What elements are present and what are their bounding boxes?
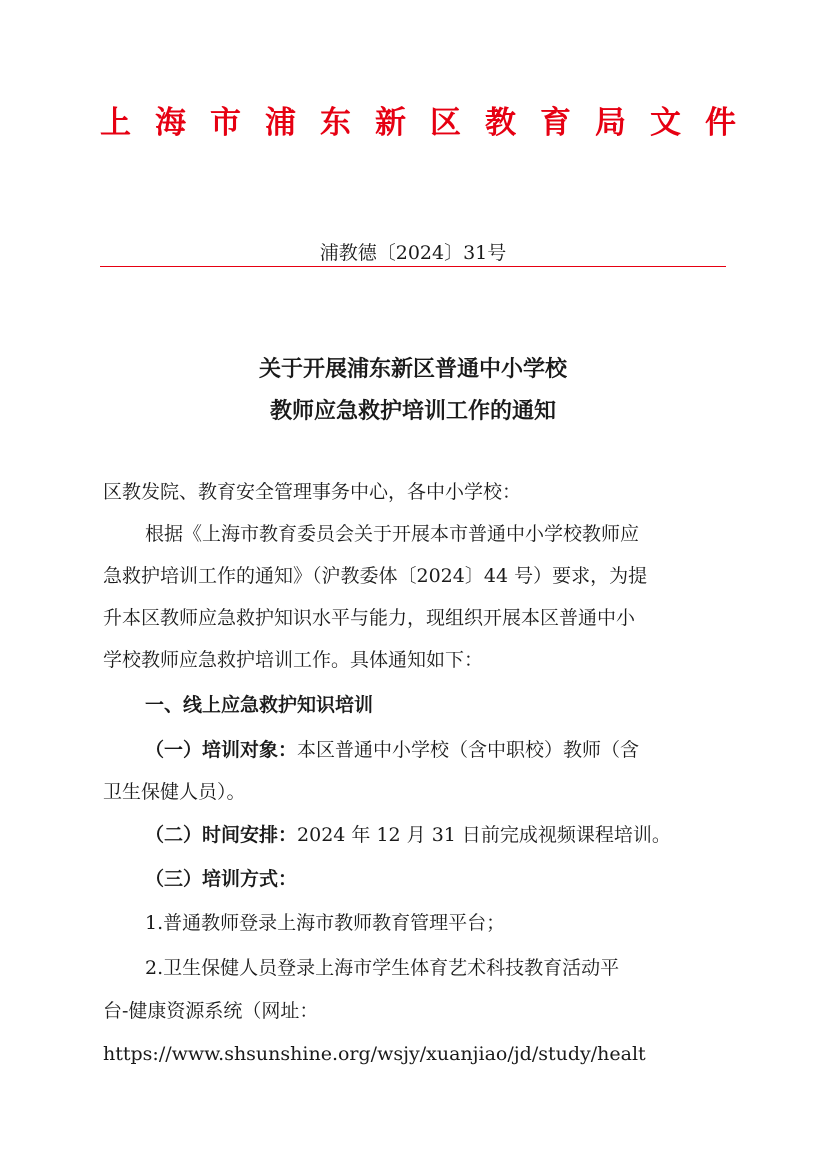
item-1-text: 本区普通中小学校（含中职校）教师（含 xyxy=(297,739,640,761)
item-1-line-1 xyxy=(145,737,639,763)
paragraph-1-line-1: 根据《上海市教育委员会关于开展本市普通中小学校教师应 xyxy=(145,523,640,545)
paragraph-1-line-2: 急救护培训工作的通知》（沪教委体〔2024〕44 号）要求，为提 xyxy=(103,565,648,587)
item-3-line xyxy=(145,866,297,892)
paragraph-1-line-3: 升本区教师应急救护知识水平与能力，现组织开展本区普通中小 xyxy=(103,607,636,629)
item-2-line xyxy=(145,822,671,848)
notice-title-line-2: 教师应急救护培训工作的通知 xyxy=(269,399,556,424)
item-2-text: 2024 年 12 月 31 日前完成视频课程培训。 xyxy=(297,824,671,846)
paragraph-1-line-4: 学校教师应急救护培训工作。具体通知如下： xyxy=(103,649,484,671)
document-number: 浦教德〔2024〕31号 xyxy=(319,242,507,264)
red-divider-line xyxy=(100,266,726,267)
item-1-line-2: 卫生保健人员）。 xyxy=(103,781,246,803)
url-line: https://www.shsunshine.org/wsjy/xuanjiao/jd/study/healt xyxy=(103,1043,646,1065)
item-2-label: （二）时间安排： xyxy=(145,824,298,846)
item-1-label: （一）培训对象： xyxy=(145,739,298,761)
issuer-header-title: 上海市浦东新区教育局文件 xyxy=(100,105,760,141)
method-2-line-1: 2.卫生保健人员登录上海市学生体育艺术科技教育活动平 xyxy=(145,957,620,979)
method-2-line-2: 台-健康资源系统（网址： xyxy=(103,1000,319,1022)
section-1-heading: 一、线上应急救护知识培训 xyxy=(145,694,374,716)
addressee: 区教发院、教育安全管理事务中心，各中小学校： xyxy=(103,481,522,503)
item-3-label: （三）培训方式： xyxy=(145,868,298,890)
notice-title-line-1: 关于开展浦东新区普通中小学校 xyxy=(258,357,567,382)
method-1: 1.普通教师登录上海市教师教育管理平台； xyxy=(145,912,506,934)
